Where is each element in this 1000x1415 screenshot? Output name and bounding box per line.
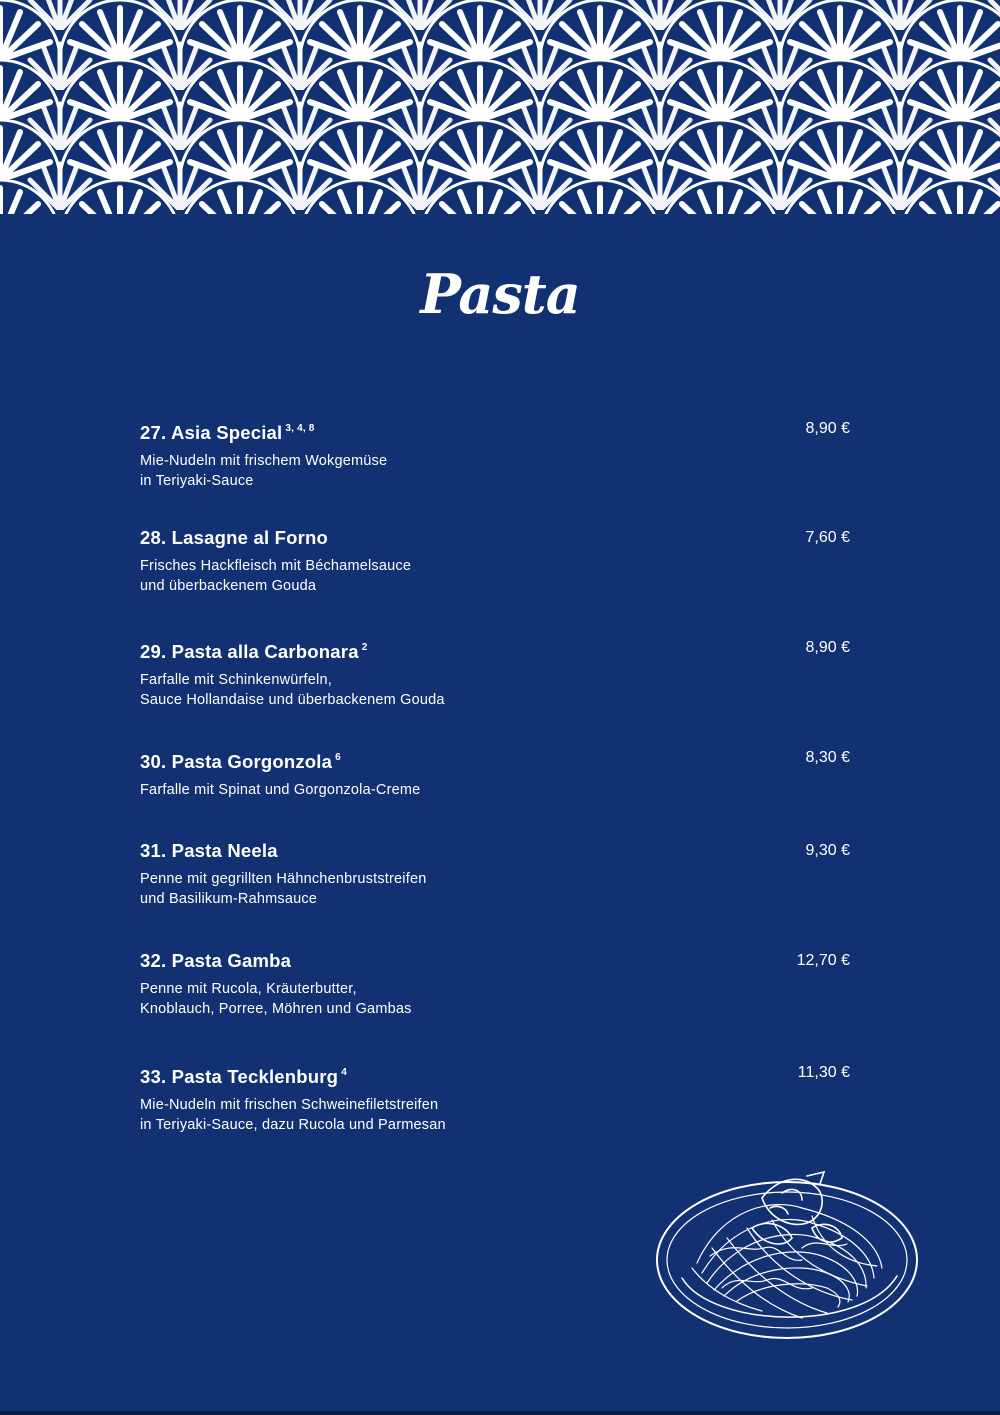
menu-item-price: 8,90 € — [805, 639, 850, 656]
menu-item-name: 33. Pasta Tecklenburg $^4$ — [140, 1066, 347, 1087]
pasta-plate-icon — [652, 1168, 922, 1348]
menu-item — [140, 417, 860, 491]
menu-item — [140, 839, 860, 909]
menu-item-description: Penne mit gegrillten Hähnchenbruststreifen und Basilikum-Rahmsauce — [140, 871, 427, 907]
bottom-border — [0, 1411, 1000, 1415]
menu-item-price: 7,60 € — [805, 529, 850, 546]
menu-item-name: 32. Pasta Gamba — [140, 950, 292, 971]
menu-item-description: Farfalle mit Schinkenwürfeln, Sauce Hollandaise und überbackenem Gouda — [140, 672, 445, 708]
allergen-codes: 2 — [361, 642, 368, 653]
menu-item-description: Frisches Hackfleisch mit Béchamelsauce und überbackenem Gouda — [140, 558, 412, 594]
menu-item-name: 30. Pasta Gorgonzola $^6$ — [140, 751, 341, 772]
menu-item — [140, 949, 860, 1019]
allergen-codes: 6 — [335, 752, 341, 763]
menu-item-name: 27. Asia Special $^{3, 4, 8}$ — [140, 422, 315, 443]
menu-item — [140, 746, 860, 800]
allergen-codes: 3, 4, 8 — [285, 423, 315, 434]
menu-item-price: 8,30 € — [805, 749, 850, 766]
menu-item-price: 9,30 € — [805, 842, 850, 859]
menu-item — [140, 636, 860, 710]
menu-item-price: 12,70 € — [796, 952, 850, 969]
menu-item-description: Mie-Nudeln mit frischen Schweinefiletstreifen in Teriyaki-Sauce, dazu Rucola und Parmesan — [140, 1097, 446, 1133]
menu-item-name: 29. Pasta alla Carbonara $^2$ — [140, 641, 368, 662]
menu-item-name: 28. Lasagne al Forno — [140, 527, 329, 548]
menu-item — [140, 526, 860, 596]
menu-item-name: 31. Pasta Neela — [140, 840, 278, 861]
menu-item-price: 11,30 € — [797, 1064, 850, 1081]
menu-item-description: Farfalle mit Spinat und Gorgonzola-Creme — [140, 782, 421, 798]
menu-item-description: Penne mit Rucola, Kräuterbutter, Knoblauch, Porree, Möhren und Gambas — [140, 981, 412, 1017]
menu-item-price: 8,90 € — [805, 420, 850, 437]
art-deco-fan-pattern — [0, 0, 1000, 214]
allergen-codes: 4 — [341, 1067, 347, 1078]
page-title: Pasta — [420, 262, 580, 326]
menu-item-description: Mie-Nudeln mit frischem Wokgemüse in Teriyaki-Sauce — [140, 453, 388, 489]
menu-item — [140, 1061, 860, 1135]
